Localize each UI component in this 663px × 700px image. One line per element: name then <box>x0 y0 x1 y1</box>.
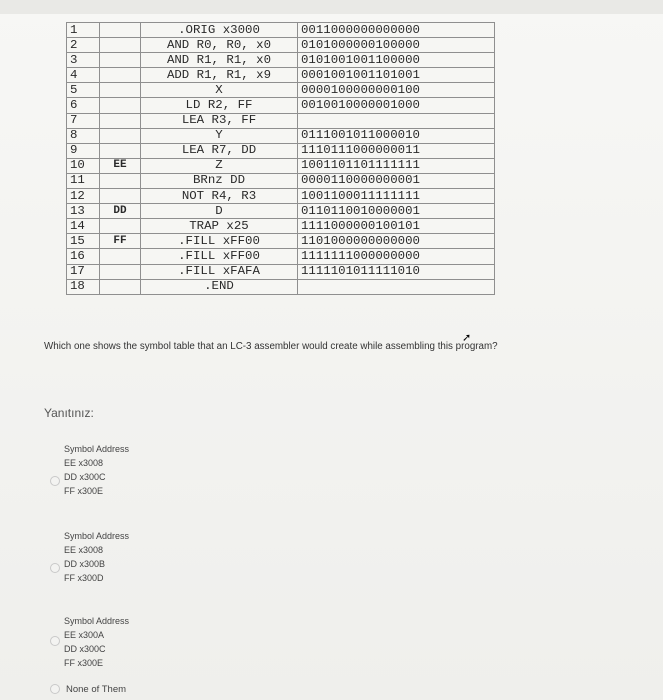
symbol-label <box>100 23 141 38</box>
option-3-line-1: EE x300A <box>64 630 105 640</box>
option-1-line-2: DD x300C <box>64 472 106 482</box>
instruction: D <box>141 204 298 219</box>
program-table <box>66 22 495 295</box>
machine-code: 1001101101111111 <box>298 158 495 173</box>
program-row <box>67 219 495 234</box>
line-number: 17 <box>67 264 100 279</box>
machine-code: 0000110000000001 <box>298 173 495 188</box>
machine-code: 1110111000000011 <box>298 143 495 158</box>
program-row <box>67 128 495 143</box>
option-3-line-3: FF x300E <box>64 658 104 668</box>
program-row <box>67 143 495 158</box>
line-number: 1 <box>67 23 100 38</box>
machine-code: 1101000000000000 <box>298 234 495 249</box>
option-4-radio[interactable] <box>50 684 60 694</box>
option-1-line-3: FF x300E <box>64 486 104 496</box>
program-row <box>67 158 495 173</box>
machine-code: 0001001001101001 <box>298 68 495 83</box>
symbol-label <box>100 98 141 113</box>
program-row <box>67 249 495 264</box>
symbol-label <box>100 143 141 158</box>
option-2-header: Symbol Address <box>64 531 130 541</box>
option-2[interactable] <box>64 529 129 585</box>
instruction: LEA R3, FF <box>141 113 298 128</box>
program-row <box>67 98 495 113</box>
program-row <box>67 189 495 204</box>
option-3-radio[interactable] <box>50 636 60 646</box>
machine-code <box>298 279 495 294</box>
instruction: ADD R1, R1, x9 <box>141 68 298 83</box>
option-2-line-1: EE x3008 <box>64 545 104 555</box>
instruction: LEA R7, DD <box>141 143 298 158</box>
option-2-radio[interactable] <box>50 563 60 573</box>
symbol-label <box>100 68 141 83</box>
instruction: BRnz DD <box>141 173 298 188</box>
line-number: 9 <box>67 143 100 158</box>
line-number: 2 <box>67 38 100 53</box>
instruction: Z <box>141 158 298 173</box>
symbol-label <box>100 53 141 68</box>
line-number: 6 <box>67 98 100 113</box>
answer-label: Yanıtınız: <box>44 406 94 420</box>
instruction: NOT R4, R3 <box>141 189 298 204</box>
instruction: Y <box>141 128 298 143</box>
line-number: 5 <box>67 83 100 98</box>
program-row <box>67 53 495 68</box>
program-row <box>67 83 495 98</box>
symbol-label <box>100 189 141 204</box>
machine-code: 1111101011111010 <box>298 264 495 279</box>
machine-code: 1111111000000000 <box>298 249 495 264</box>
machine-code: 0101000000100000 <box>298 38 495 53</box>
symbol-label: FF <box>100 234 141 249</box>
program-row <box>67 264 495 279</box>
symbol-label <box>100 219 141 234</box>
option-2-line-3: FF x300D <box>64 573 104 583</box>
machine-code: 1001100011111111 <box>298 189 495 204</box>
option-4-none[interactable]: None of Them <box>66 684 127 695</box>
mouse-cursor-icon: ➚ <box>462 332 472 344</box>
option-2-line-2: DD x300B <box>64 559 106 569</box>
line-number: 7 <box>67 113 100 128</box>
instruction: AND R0, R0, x0 <box>141 38 298 53</box>
line-number: 8 <box>67 128 100 143</box>
option-1-header: Symbol Address <box>64 444 130 454</box>
symbol-label <box>100 249 141 264</box>
option-3-header: Symbol Address <box>64 616 130 626</box>
option-3-line-2: DD x300C <box>64 644 106 654</box>
machine-code: 0111001011000010 <box>298 128 495 143</box>
line-number: 16 <box>67 249 100 264</box>
program-row <box>67 173 495 188</box>
line-number: 18 <box>67 279 100 294</box>
machine-code: 0011000000000000 <box>298 23 495 38</box>
instruction: .ORIG x3000 <box>141 23 298 38</box>
line-number: 4 <box>67 68 100 83</box>
instruction: AND R1, R1, x0 <box>141 53 298 68</box>
program-row <box>67 68 495 83</box>
line-number: 12 <box>67 189 100 204</box>
instruction: X <box>141 83 298 98</box>
symbol-label: DD <box>100 204 141 219</box>
symbol-label <box>100 128 141 143</box>
program-row <box>67 279 495 294</box>
program-row <box>67 113 495 128</box>
symbol-label <box>100 173 141 188</box>
option-1[interactable] <box>64 442 129 498</box>
instruction: .FILL xFF00 <box>141 249 298 264</box>
machine-code: 0010010000001000 <box>298 98 495 113</box>
program-row <box>67 23 495 38</box>
line-number: 10 <box>67 158 100 173</box>
line-number: 13 <box>67 204 100 219</box>
question-text: Which one shows the symbol table that an LC-3 assembler would create while assembling this program? <box>44 341 498 352</box>
instruction: .END <box>141 279 298 294</box>
line-number: 3 <box>67 53 100 68</box>
machine-code <box>298 113 495 128</box>
symbol-label <box>100 38 141 53</box>
program-row <box>67 234 495 249</box>
symbol-label <box>100 264 141 279</box>
instruction: .FILL xFF00 <box>141 234 298 249</box>
line-number: 15 <box>67 234 100 249</box>
instruction: TRAP x25 <box>141 219 298 234</box>
symbol-label <box>100 83 141 98</box>
machine-code: 0101001001100000 <box>298 53 495 68</box>
line-number: 14 <box>67 219 100 234</box>
symbol-label: EE <box>100 158 141 173</box>
instruction: LD R2, FF <box>141 98 298 113</box>
option-1-line-1: EE x3008 <box>64 458 104 468</box>
symbol-label <box>100 113 141 128</box>
machine-code: 0110110010000001 <box>298 204 495 219</box>
symbol-label <box>100 279 141 294</box>
option-3[interactable] <box>64 614 129 670</box>
program-row <box>67 38 495 53</box>
instruction: .FILL xFAFA <box>141 264 298 279</box>
top-strip <box>0 0 663 14</box>
option-1-radio[interactable] <box>50 476 60 486</box>
line-number: 11 <box>67 173 100 188</box>
program-row <box>67 204 495 219</box>
machine-code: 0000100000000100 <box>298 83 495 98</box>
machine-code: 1111000000100101 <box>298 219 495 234</box>
